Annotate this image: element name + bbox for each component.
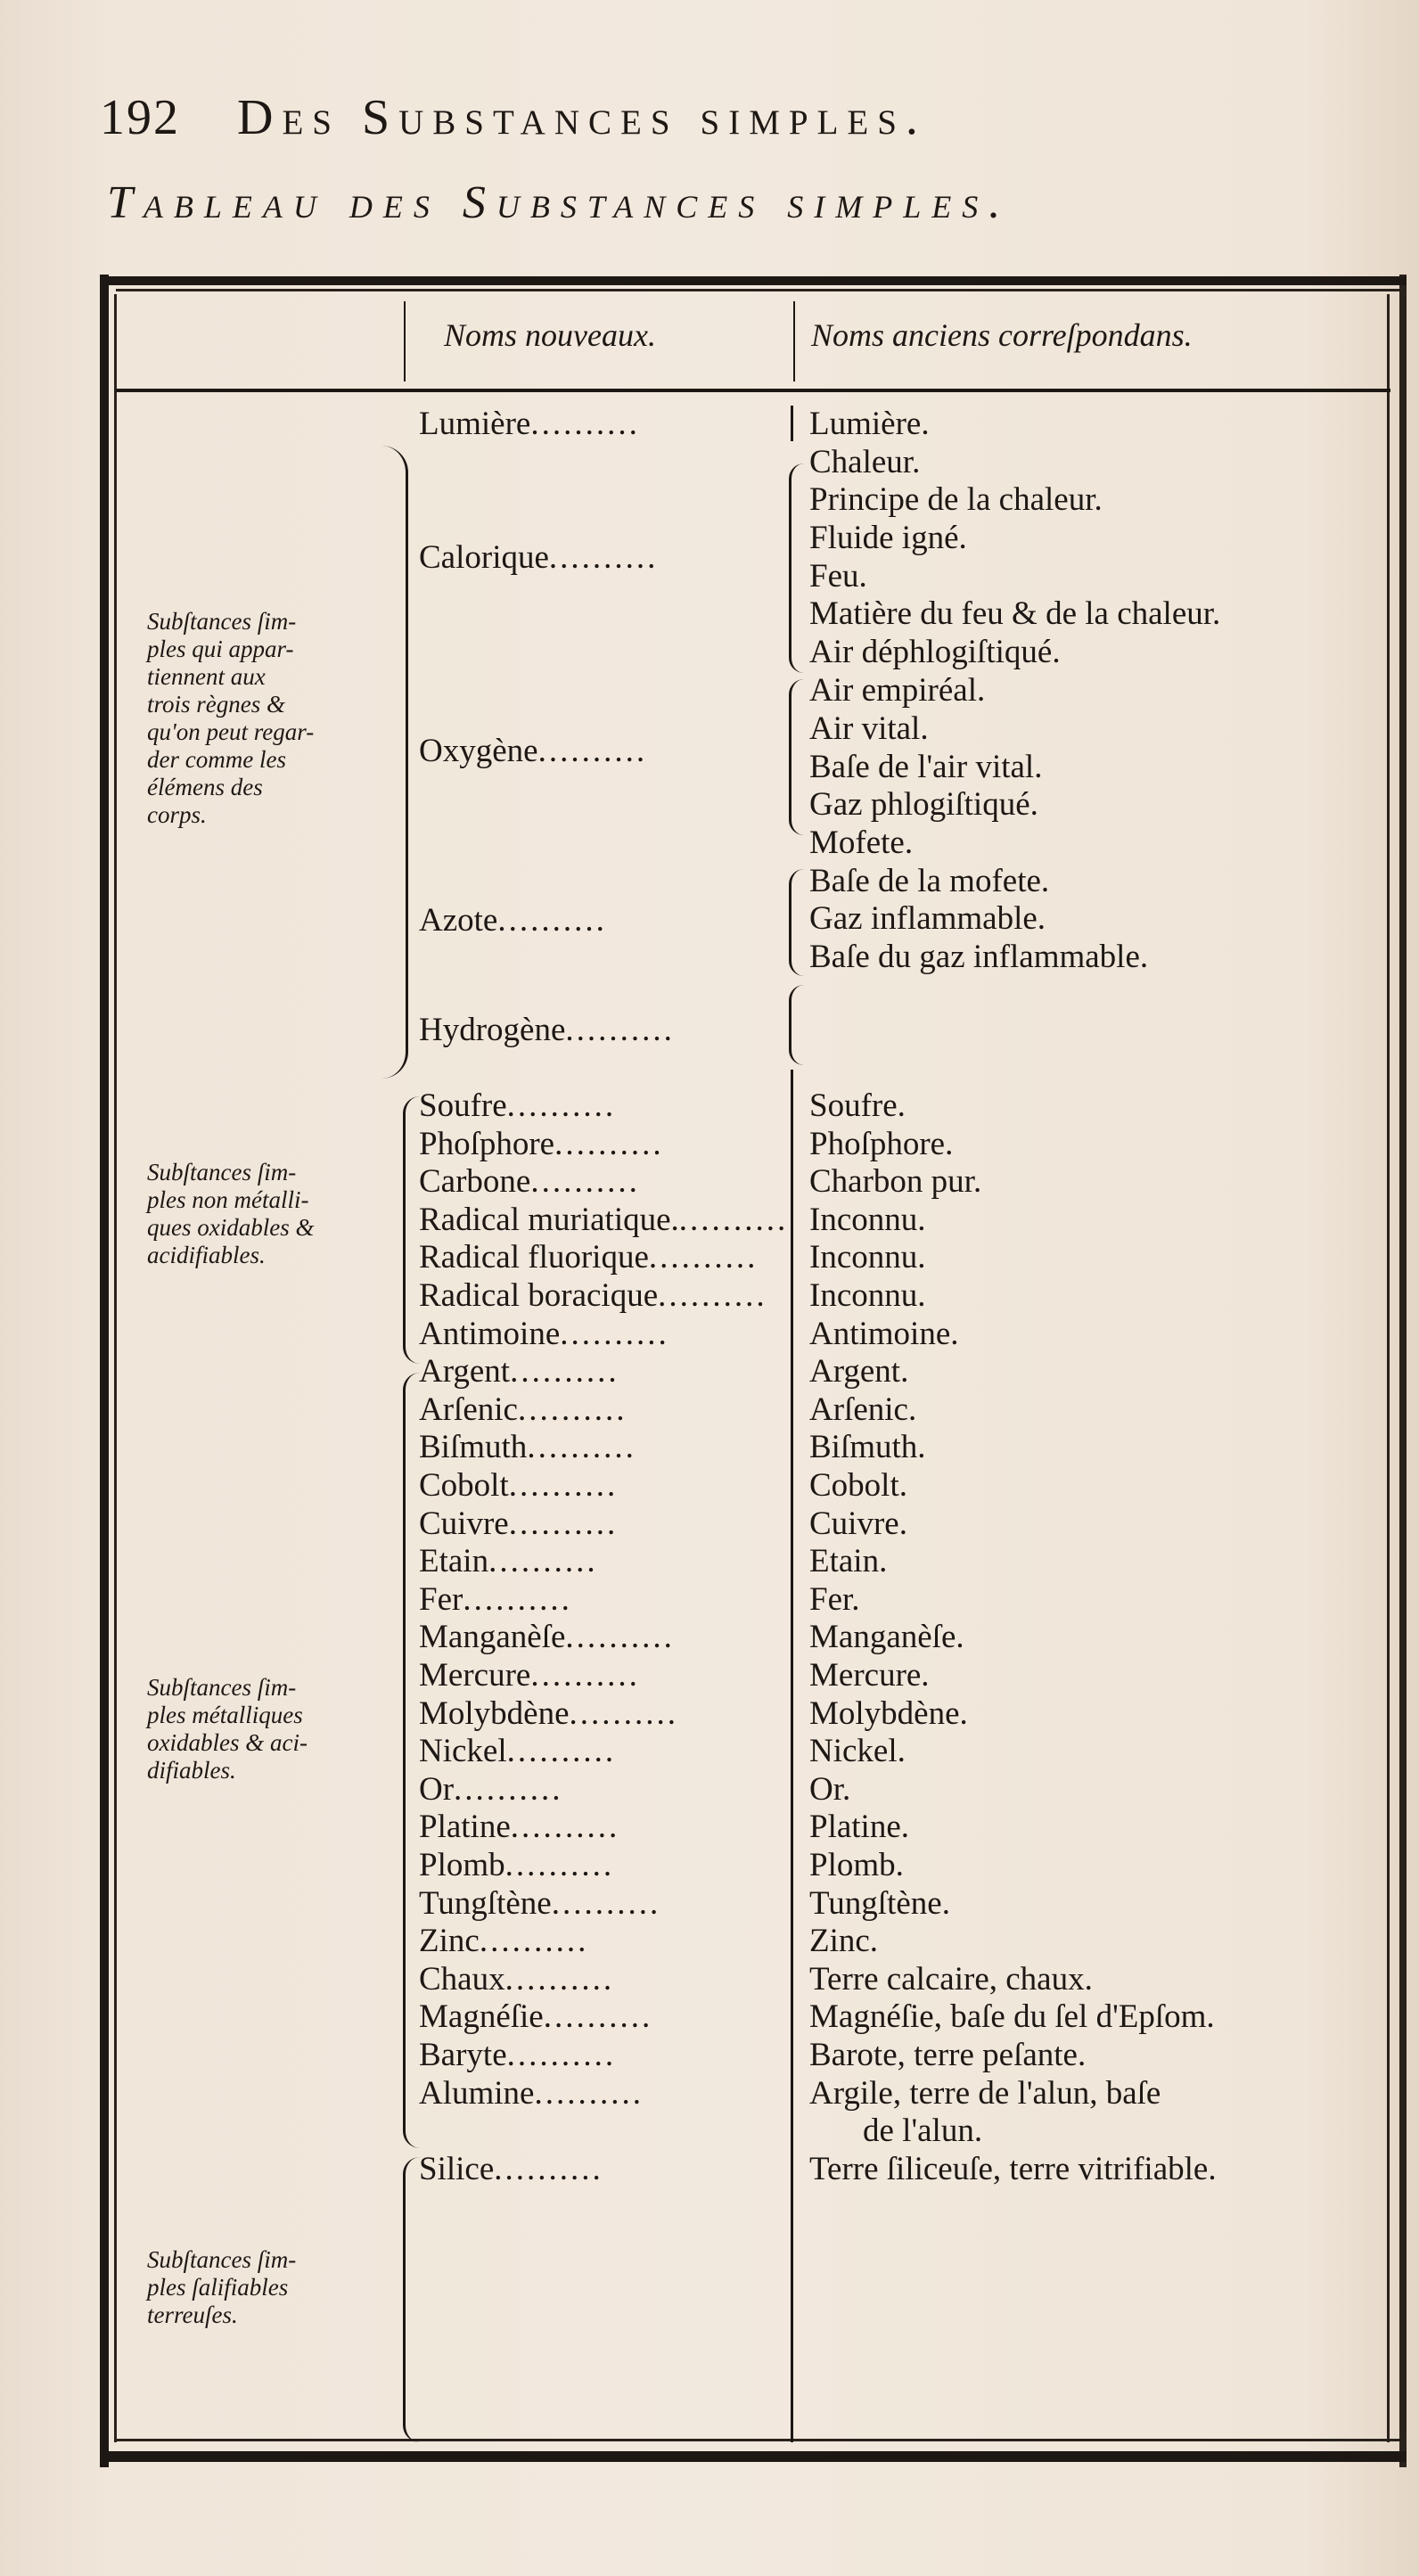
- new-name: Manganèſe: [419, 1619, 566, 1656]
- old-name: Tungſtène.: [809, 1884, 950, 1922]
- old-name: Air empiréal.: [809, 672, 986, 709]
- old-name: Magnéſie, baſe du ſel d'Epſom.: [809, 1998, 1215, 2036]
- new-name-cell: [419, 1961, 614, 1998]
- table-bottom-rule-inner: [116, 2439, 1399, 2441]
- old-name: Terre ſiliceuſe, terre vitrifiable.: [809, 2150, 1217, 2187]
- new-name: Antimoine: [419, 1315, 561, 1352]
- new-name: Hydrogène: [419, 1012, 566, 1048]
- old-name: Antimoine.: [809, 1315, 959, 1352]
- new-name: Zinc: [419, 1923, 480, 1960]
- new-name: Etain: [419, 1543, 489, 1580]
- header-rule: [116, 389, 1390, 392]
- new-name: Cobolt: [419, 1467, 509, 1504]
- leader-dots: ..........: [517, 1391, 627, 1428]
- new-name-cell: [419, 1923, 588, 1960]
- category-line: trois règnes &: [147, 691, 285, 718]
- new-name-cell: [419, 1012, 675, 1049]
- new-name: Phoſphore: [419, 1125, 555, 1162]
- new-name-cell: [419, 2075, 644, 2112]
- old-name: Fer.: [809, 1580, 860, 1618]
- old-name: Inconnu.: [809, 1277, 926, 1314]
- new-name-cell: [419, 1998, 652, 2036]
- running-head: [100, 89, 1348, 146]
- old-name: Lumière.: [809, 406, 930, 442]
- new-name: Nickel: [419, 1733, 507, 1770]
- group-brace: [403, 2157, 420, 2442]
- leader-dots: ..........: [497, 902, 607, 939]
- leader-dots: ..........: [560, 1315, 669, 1352]
- leader-dots: ..........: [510, 1809, 620, 1846]
- leader-dots: ..........: [554, 1125, 664, 1162]
- old-name: Biſmuth.: [809, 1429, 926, 1466]
- leader-dots: ..........: [463, 1580, 572, 1618]
- new-name: Radical fluorique: [419, 1239, 649, 1276]
- old-name: Mofete.: [809, 824, 914, 861]
- old-name: Platine.: [809, 1809, 910, 1846]
- old-name: Terre calcaire, chaux.: [809, 1960, 1093, 1998]
- leader-dots: ..........: [527, 1429, 636, 1466]
- category-line: ques oxidables &: [147, 1214, 315, 1241]
- leader-dots: ..........: [565, 1012, 675, 1048]
- old-name: Baſe du gaz inflammable.: [809, 939, 1149, 975]
- old-name: Zinc.: [809, 1923, 879, 1960]
- leader-dots: ..........: [551, 1884, 661, 1922]
- old-name: Inconnu.: [809, 1239, 926, 1276]
- header-new-names: Noms nouveaux.: [444, 317, 656, 353]
- leader-dots: ..........: [494, 2150, 603, 2187]
- new-name: Azote: [419, 902, 498, 939]
- table-top-rule: [100, 276, 1407, 285]
- old-name: Charbon pur.: [809, 1163, 982, 1201]
- leader-dots: ..........: [678, 1201, 789, 1238]
- old-name: Manganèſe.: [809, 1619, 964, 1656]
- leader-dots: ..........: [504, 1960, 615, 1998]
- category-line: acidifiables.: [147, 1242, 266, 1268]
- category-label-nonmetals: [147, 1159, 392, 1269]
- group-brace: [403, 1373, 420, 2148]
- new-name-cell: [419, 1163, 640, 1201]
- category-line: ples métalliques: [147, 1702, 303, 1728]
- new-name: Plomb: [419, 1847, 505, 1883]
- new-name: Fer: [419, 1580, 463, 1618]
- old-name: Argile, terre de l'alun, baſe: [809, 2074, 1161, 2112]
- old-names-brace: [789, 679, 804, 835]
- leader-dots: ..........: [454, 1770, 563, 1808]
- new-name: Calorique: [419, 539, 549, 576]
- leader-dots: ..........: [658, 1277, 767, 1314]
- old-name: Soufre.: [809, 1087, 906, 1124]
- new-name-cell: [419, 1505, 618, 1543]
- new-name-cell: [419, 1467, 618, 1505]
- new-name: Platine: [419, 1809, 511, 1846]
- new-name: Lumière: [419, 406, 531, 442]
- old-name: Molybdène.: [809, 1694, 968, 1732]
- new-name: Molybdène: [419, 1694, 570, 1732]
- old-name: Fluide igné.: [809, 520, 967, 556]
- category-line: corps.: [147, 801, 207, 828]
- leader-dots: ..........: [510, 1353, 619, 1391]
- new-name-cell: [419, 406, 640, 443]
- old-name: Feu.: [809, 558, 867, 595]
- new-name-cell: [419, 1733, 616, 1770]
- old-name: Phoſphore.: [809, 1125, 954, 1162]
- new-name-cell: [419, 733, 647, 770]
- old-name: Baſe de la mofete.: [809, 863, 1050, 899]
- table-inner-right-border: [1387, 294, 1390, 2442]
- header-old-names: Noms anciens correſpondans.: [811, 317, 1193, 353]
- new-name-cell: [419, 1239, 758, 1276]
- old-name: Etain.: [809, 1543, 888, 1580]
- category-line: Subſtances ſim-: [147, 1674, 297, 1701]
- old-name: Chaleur.: [809, 444, 921, 480]
- leader-dots: ..........: [508, 1467, 619, 1504]
- table-title: Tableau des Substances simples.: [107, 177, 1012, 228]
- leader-dots: ..........: [534, 2074, 644, 2112]
- new-name-cell: [419, 1353, 619, 1391]
- new-name: Tungſtène: [419, 1884, 552, 1922]
- category-line: ples non métalli-: [147, 1186, 309, 1213]
- old-name: Mercure.: [809, 1657, 930, 1694]
- leader-dots: ..........: [569, 1694, 679, 1732]
- new-name-cell: [419, 1202, 788, 1239]
- old-name: Barote, terre peſante.: [809, 2037, 1087, 2073]
- old-names-brace: [789, 985, 804, 1065]
- leader-dots: ..........: [530, 406, 640, 442]
- new-name-cell: [419, 1126, 664, 1163]
- category-line: élémens des: [147, 774, 263, 800]
- new-name-cell: [419, 1087, 616, 1125]
- leader-dots: ..........: [530, 1163, 640, 1201]
- new-name: Silice: [419, 2150, 495, 2187]
- leader-dots: ..........: [548, 539, 659, 576]
- category-label-earths: [147, 2246, 392, 2329]
- new-name-cell: [419, 902, 607, 939]
- table-inner-left-border: [114, 294, 117, 2442]
- new-name-cell: [419, 1771, 563, 1809]
- new-name-cell: [419, 539, 658, 577]
- old-name: Plomb.: [809, 1847, 904, 1883]
- category-line: oxidables & aci-: [147, 1729, 308, 1756]
- new-name-cell: [419, 1391, 627, 1429]
- old-name: Nickel.: [809, 1733, 906, 1770]
- old-name: Argent.: [809, 1353, 909, 1391]
- new-name: Argent: [419, 1353, 511, 1391]
- table-bottom-rule: [100, 2451, 1407, 2462]
- leader-dots: ..........: [543, 1998, 653, 2036]
- category-line: ples qui appar-: [147, 636, 294, 662]
- leader-dots: ..........: [565, 1619, 675, 1656]
- new-name-cell: [419, 1809, 619, 1846]
- old-name: Inconnu.: [809, 1201, 926, 1238]
- leader-dots: ..........: [648, 1239, 759, 1276]
- leader-dots: ..........: [488, 1543, 598, 1580]
- category-line: qu'on peut regar-: [147, 718, 315, 745]
- header-column-divider: [793, 301, 795, 381]
- new-name: Or: [419, 1770, 455, 1808]
- category-label-elements: [147, 608, 392, 829]
- leader-dots: ..........: [506, 1733, 617, 1770]
- category-line: Subſtances ſim-: [147, 608, 297, 635]
- new-name-cell: [419, 1277, 767, 1315]
- new-name: Arſenic: [419, 1391, 518, 1428]
- header-column-divider: [404, 301, 406, 381]
- new-name: Mercure: [419, 1657, 531, 1694]
- old-name: Cuivre.: [809, 1505, 907, 1542]
- new-name-cell: [419, 2151, 603, 2188]
- old-names-brace: [789, 869, 804, 976]
- leader-dots: ..........: [508, 1505, 619, 1542]
- old-name: Air vital.: [809, 710, 929, 747]
- page-number: 192: [100, 90, 180, 145]
- new-name-cell: [419, 1581, 572, 1619]
- new-name: Radical muriatique.: [419, 1201, 679, 1238]
- new-name-cell: [419, 1885, 660, 1923]
- leader-dots: ..........: [530, 1657, 640, 1694]
- leader-dots: ..........: [506, 1087, 617, 1124]
- new-name: Cuivre: [419, 1505, 509, 1542]
- group-brace: [403, 1096, 420, 1364]
- category-label-metals: [147, 1674, 392, 1784]
- category-line: Subſtances ſim-: [147, 2246, 297, 2273]
- running-head-title: Des Substances simples.: [237, 90, 927, 145]
- column-divider: [791, 1070, 793, 2442]
- table-top-rule-inner: [116, 289, 1399, 291]
- new-name: Biſmuth: [419, 1429, 528, 1466]
- new-name-cell: [419, 1695, 678, 1733]
- old-name: Matière du feu & de la chaleur.: [809, 595, 1221, 632]
- leader-dots: ..........: [537, 733, 648, 769]
- new-name: Alumine: [419, 2074, 535, 2112]
- new-name-cell: [419, 1847, 614, 1884]
- old-name: Principe de la chaleur.: [809, 481, 1103, 518]
- new-name: Chaux: [419, 1960, 505, 1998]
- category-line: terreuſes.: [147, 2301, 238, 2328]
- new-name-cell: [419, 1429, 636, 1466]
- leader-dots: ..........: [479, 1923, 589, 1960]
- category-line: tiennent aux: [147, 663, 266, 690]
- new-name: Soufre: [419, 1087, 507, 1124]
- new-name-cell: [419, 1619, 675, 1656]
- new-name: Magnéſie: [419, 1998, 544, 2036]
- new-name: Carbone: [419, 1163, 531, 1201]
- column-divider: [791, 406, 793, 441]
- old-name: Baſe de l'air vital.: [809, 749, 1043, 785]
- old-name: Air déphlogiſtiqué.: [809, 634, 1061, 670]
- old-name: de l'alun.: [863, 2112, 983, 2150]
- new-name-cell: [419, 1316, 669, 1353]
- old-name: Arſenic.: [809, 1391, 917, 1428]
- category-line: ples ſalifiables: [147, 2274, 289, 2301]
- new-name: Oxygène: [419, 733, 538, 769]
- leader-dots: ..........: [504, 1847, 615, 1883]
- old-name: Or.: [809, 1770, 851, 1808]
- old-name: Gaz phlogiſtiqué.: [809, 786, 1038, 823]
- category-line: der comme les: [147, 746, 286, 773]
- new-name-cell: [419, 2037, 616, 2074]
- category-line: difiables.: [147, 1757, 236, 1784]
- old-name: Gaz inflammable.: [809, 900, 1046, 937]
- new-name-cell: [419, 1543, 598, 1580]
- category-line: Subſtances ſim-: [147, 1159, 297, 1185]
- old-name: Cobolt.: [809, 1467, 907, 1504]
- leader-dots: ..........: [506, 2037, 617, 2073]
- new-name: Baryte: [419, 2037, 507, 2073]
- new-name: Radical boracique: [419, 1277, 659, 1314]
- new-name-cell: [419, 1657, 640, 1694]
- old-names-brace: [789, 464, 804, 673]
- group-brace: [379, 446, 408, 1079]
